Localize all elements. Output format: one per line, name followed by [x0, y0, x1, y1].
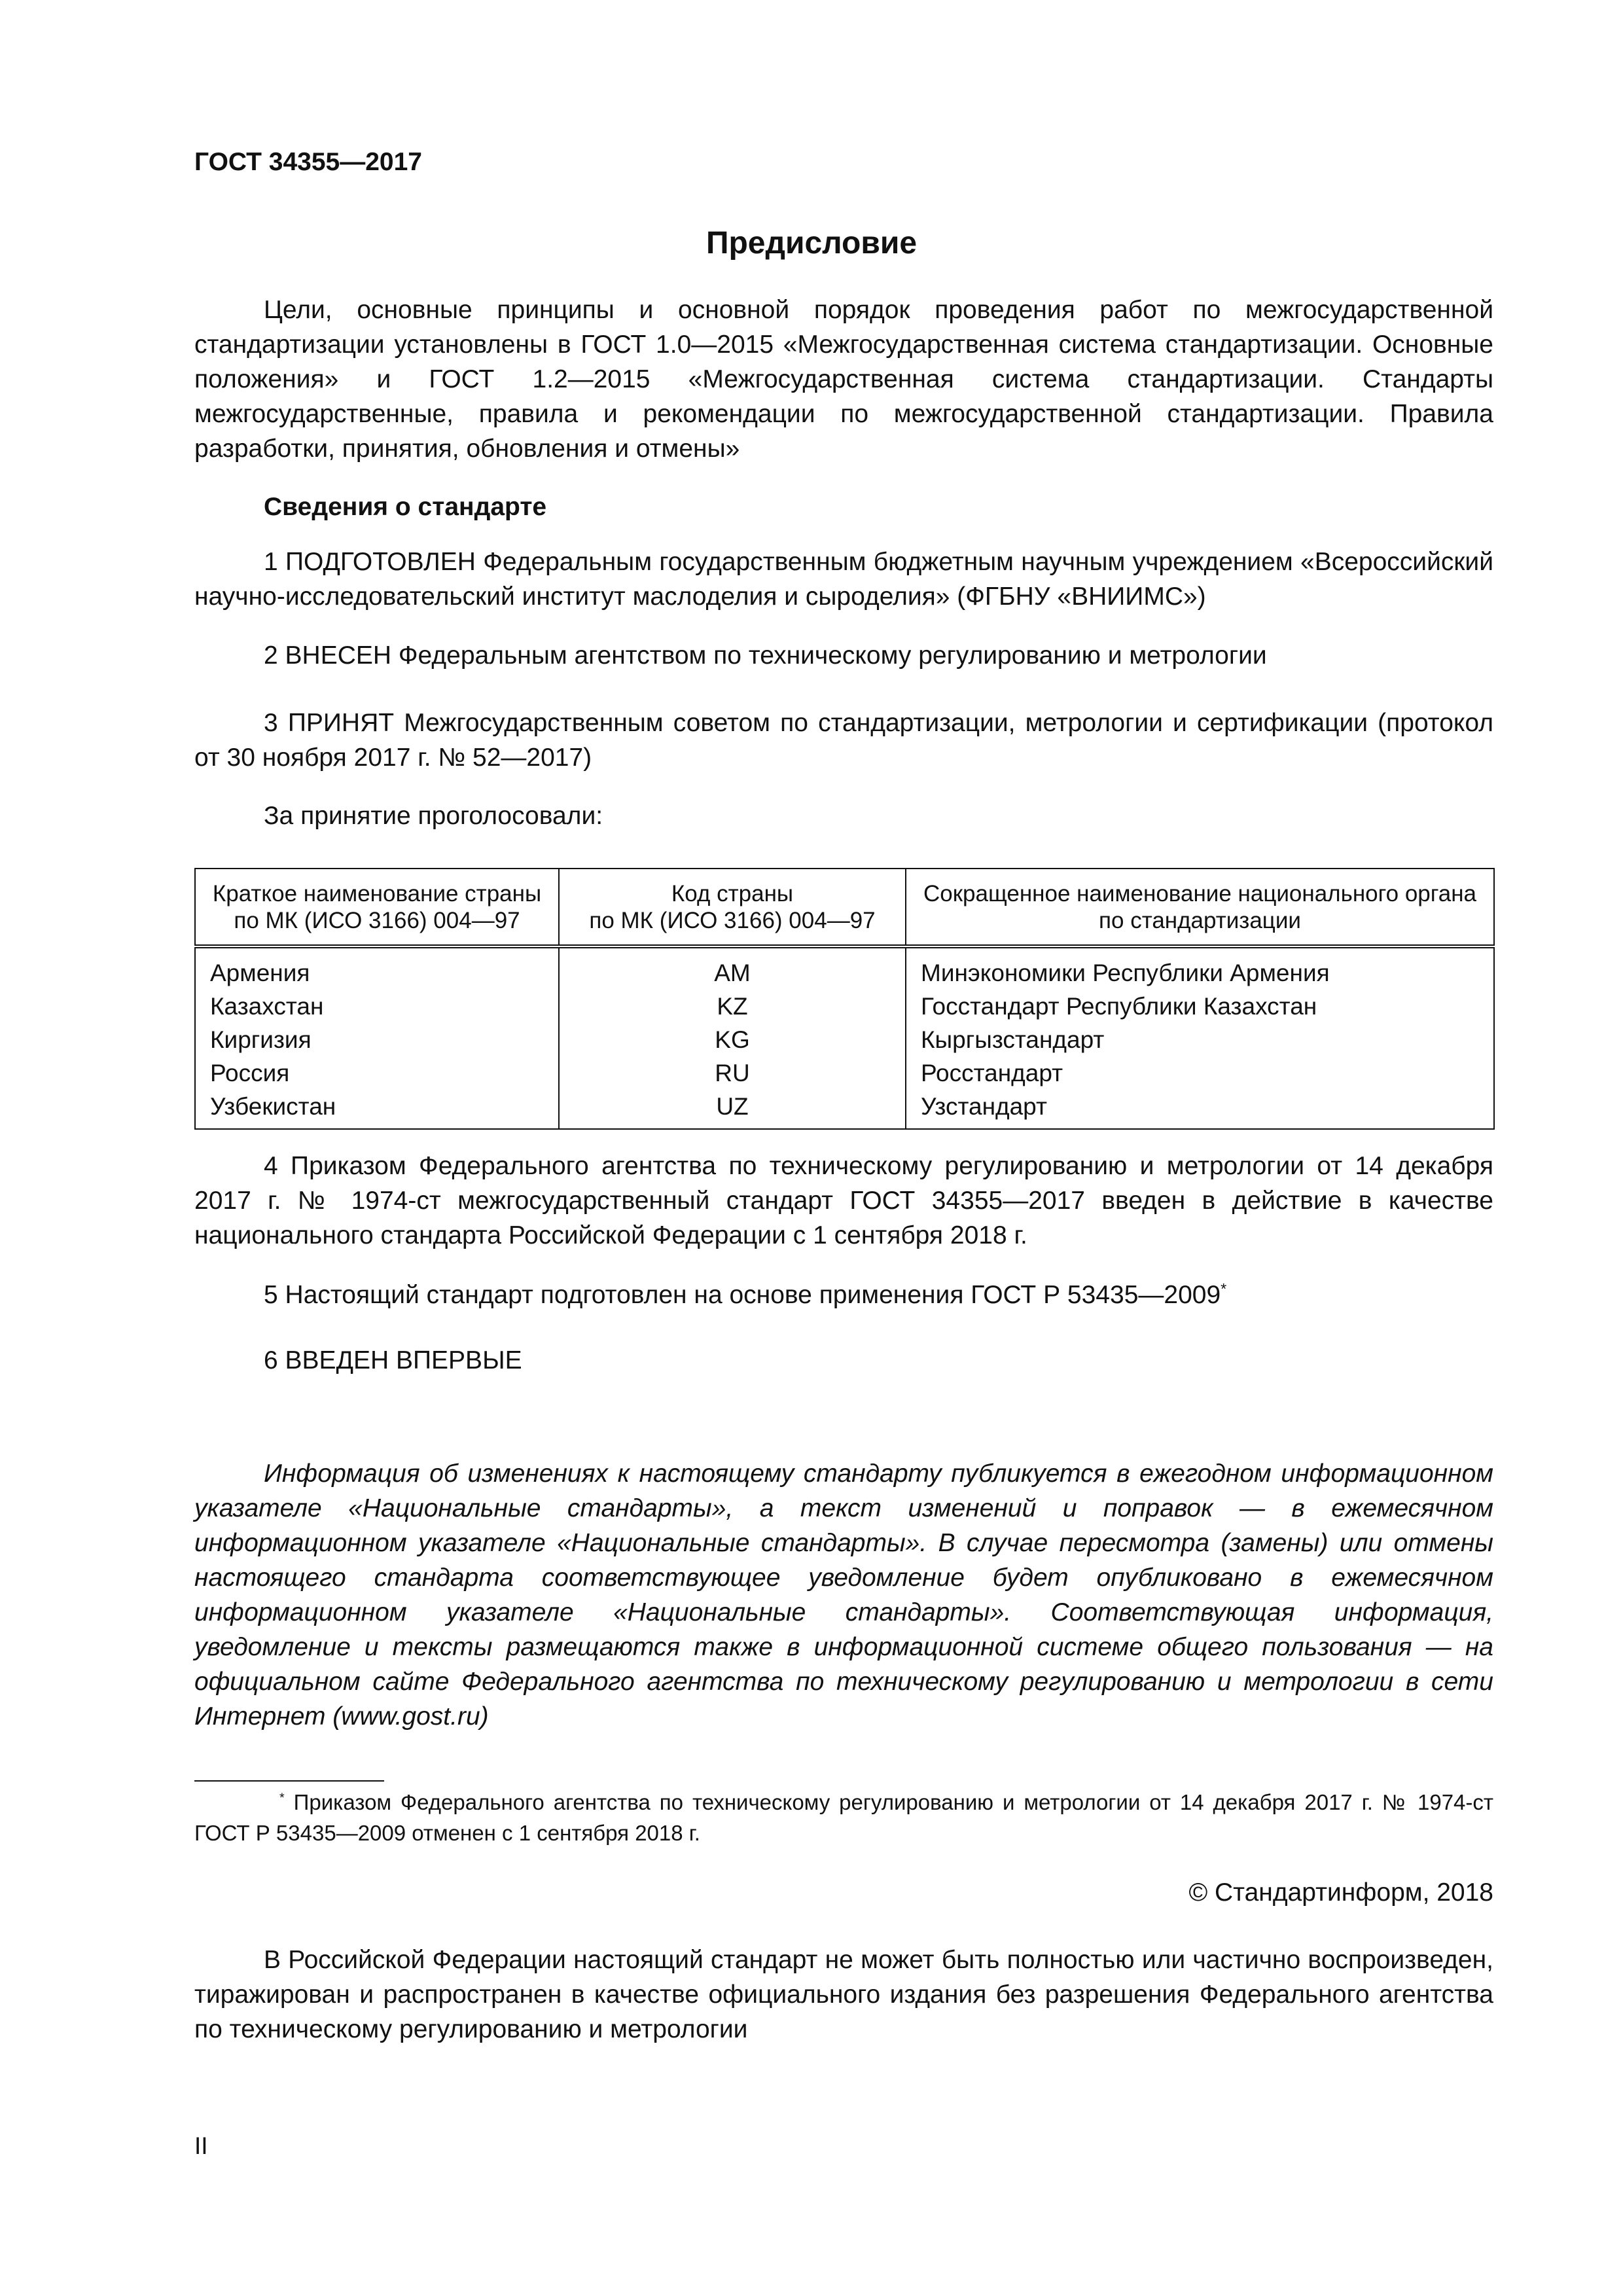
- table-header-row: [195, 869, 1494, 946]
- item-2-introduced: 2 ВНЕСЕН Федеральным агентством по техническому регулированию и метрологии: [264, 641, 1267, 670]
- table-cell-country: Киргизия: [195, 1023, 559, 1056]
- table-row: [195, 1056, 1494, 1090]
- votes-table: [194, 868, 1495, 1130]
- intro-paragraph: Цели, основные принципы и основной порядок проведения работ по межгосударственной стандартизации установлены в ГОСТ 1.0—2015 «Межгосударственная система стандартизации. Основные положения» и ГОСТ 1.2—2015 «Межгосударственная система стандартизации. Стандарты межгосударственные, правила и рекомендации по межгосударственной стандартизации. Правила разработки, принятия, обновления и отмены»: [194, 296, 1493, 463]
- table-cell-body: Кыргызстандарт: [906, 1023, 1494, 1056]
- footnote-text-block: [194, 1787, 1493, 1848]
- table-header-body: Сокращенное наименование национального органа по стандартизации: [906, 869, 1494, 946]
- table-cell-body: Росстандарт: [906, 1056, 1494, 1090]
- footnote-text: Приказом Федерального агентства по техническому регулированию и метрологии от 14 декабря 2017 г. № 1974-ст ГОСТ Р 53435—2009 отменен с 1 сентября 2018 г.: [194, 1790, 1493, 1845]
- footnote-mark: *: [279, 1791, 285, 1805]
- item-3-adopted: 3 ПРИНЯТ Межгосударственным советом по стандартизации, метрологии и сертификации (протокол от 30 ноября 2017 г. № 52—2017): [194, 709, 1493, 772]
- table-cell-body: Минэкономики Республики Армения: [906, 946, 1494, 990]
- table-header-code: Код страны по МК (ИСО 3166) 004—97: [559, 869, 906, 946]
- table-cell-code: KG: [559, 1023, 906, 1056]
- footnote-divider: [194, 1780, 384, 1782]
- table-row: [195, 1090, 1494, 1129]
- footnote-mark: *: [1221, 1280, 1227, 1297]
- votes-intro: За принятие проголосовали:: [264, 802, 603, 830]
- item-5-text: 5 Настоящий стандарт подготовлен на основе применения ГОСТ Р 53435—2009: [264, 1281, 1221, 1309]
- item-5-basis: [264, 1278, 1226, 1312]
- footnote: [194, 1787, 1493, 1848]
- table-cell-body: Узстандарт: [906, 1090, 1494, 1129]
- rights-notice: В Российской Федерации настоящий стандарт не может быть полностью или частично воспроизведен, тиражирован и распространен в качестве официального издания без разрешения Федерального агентства по техническому регулированию и метрологии: [194, 1946, 1493, 2043]
- item-4-order: 4 Приказом Федерального агентства по техническому регулированию и метрологии от 14 декабря 2017 г. № 1974-ст межгосударственный стандарт ГОСТ 34355—2017 введен в действие в качестве национального стандарта Российской Федерации с 1 сентября 2018 г.: [194, 1152, 1493, 1249]
- copyright: © Стандартинформ, 2018: [1188, 1878, 1493, 1907]
- table-cell-country: Казахстан: [195, 990, 559, 1023]
- table-cell-country: Узбекистан: [195, 1090, 559, 1129]
- table-row: [195, 1023, 1494, 1056]
- document-code: ГОСТ 34355—2017: [194, 148, 422, 176]
- item-1-prepared: 1 ПОДГОТОВЛЕН Федеральным государственным бюджетным научным учреждением «Всероссийский научно-исследовательский институт маслоделия и сыроделия» (ФГБНУ «ВНИИМС»): [194, 548, 1493, 611]
- item-6-first-introduced: 6 ВВЕДЕН ВПЕРВЫЕ: [264, 1346, 522, 1374]
- table-header-country: Краткое наименование страны по МК (ИСО 3166) 004—97: [195, 869, 559, 946]
- table-cell-code: RU: [559, 1056, 906, 1090]
- info-heading: Сведения о стандарте: [264, 493, 547, 521]
- table-cell-country: Армения: [195, 946, 559, 990]
- table-cell-country: Россия: [195, 1056, 559, 1090]
- change-notice: Информация об изменениях к настоящему стандарту публикуется в ежегодном информационном указателе «Национальные стандарты», а текст изменений и поправок — в ежемесячном информационном указателе «Национальные стандарты». В случае пересмотра (замены) или отмены настоящего стандарта соответствующее уведомление будет опубликовано в ежемесячном информационном указателе «Национальные стандарты». Соответствующая информация, уведомление и тексты размещаются также в информационной системе общего пользования — на официальном сайте Федерального агентства по техническому регулированию и метрологии в сети Интернет (www.gost.ru): [194, 1460, 1493, 1731]
- table-cell-code: UZ: [559, 1090, 906, 1129]
- page-number: II: [194, 2132, 208, 2159]
- table-cell-body: Госстандарт Республики Казахстан: [906, 990, 1494, 1023]
- table-cell-code: KZ: [559, 990, 906, 1023]
- table-cell-code: AM: [559, 946, 906, 990]
- page-title: Предисловие: [705, 226, 918, 260]
- table-row: [195, 946, 1494, 990]
- table-row: [195, 990, 1494, 1023]
